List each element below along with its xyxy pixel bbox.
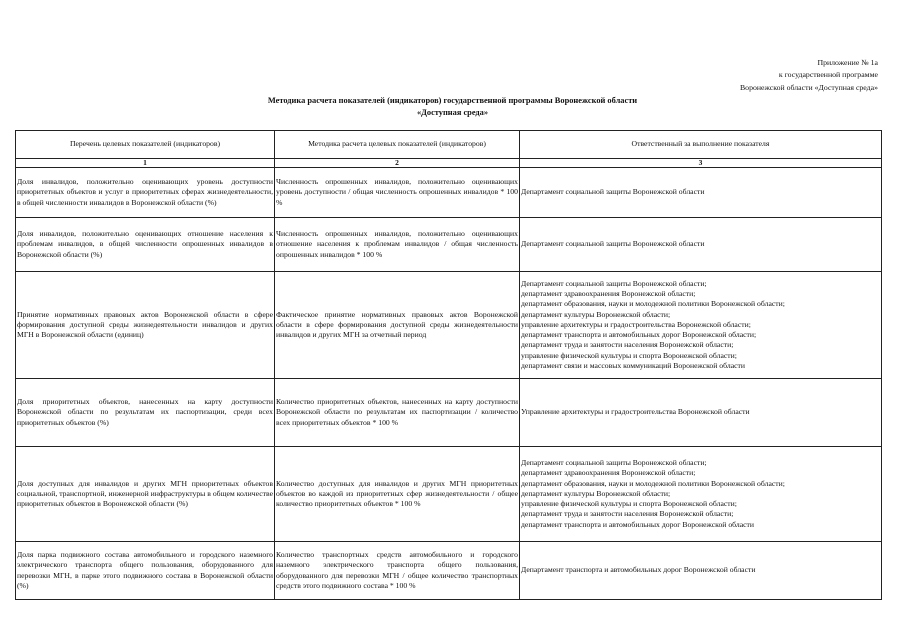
header-responsible: Ответственный за выполнение показателя (520, 131, 882, 159)
indicator-cell: Доля инвалидов, положительно оценивающих отношение населения к проблемам инвалидов, в общей численности опрошенных инвалидов в Воронежской области (%) (16, 218, 275, 272)
column-number: 2 (275, 159, 520, 168)
responsible-line: Департамент транспорта и автомобильных дорог Воронежской области (521, 565, 756, 575)
table-header-row (16, 131, 882, 159)
method-cell: Численность опрошенных инвалидов, положительно оценивающих отношение населения к проблемам инвалидов / общая численность опрошенных инвалидов * 100 % (275, 218, 520, 272)
indicator-cell: Принятие нормативных правовых актов Воронежской области в сфере формирования доступной среды жизнедеятельности инвалидов и других МГН в Воронежской области (единиц) (16, 272, 275, 379)
responsible-cell (520, 542, 882, 600)
responsible-cell (520, 379, 882, 447)
table-row (16, 168, 882, 218)
method-cell: Количество доступных для инвалидов и других МГН приоритетных объектов во каждой из приоритетных сфер жизнедеятельности / общее количество приоритетных объектов * 100 % (275, 447, 520, 542)
appendix-line-3: Воронежской области «Доступная среда» (739, 82, 878, 92)
table-row (16, 272, 882, 379)
responsible-cell (520, 272, 882, 379)
appendix-note (740, 57, 878, 94)
document-title (0, 95, 905, 118)
indicators-table (15, 130, 882, 600)
header-method: Методика расчета целевых показателей (индикаторов) (275, 131, 520, 159)
responsible-cell (520, 447, 882, 542)
column-number-row (16, 159, 882, 168)
method-cell: Фактическое принятие нормативных правовых актов Воронежской области в сфере формирования доступной среды жизнедеятельности инвалидов и других МГН за отчетный период (275, 272, 520, 379)
table-row (16, 542, 882, 600)
indicator-cell: Доля парка подвижного состава автомобильного и городского наземного электрического транспорта общего пользования, оборудованного для перевозки МГН, в парке этого подвижного состава в Воронежской области (%) (16, 542, 275, 600)
method-cell: Количество приоритетных объектов, нанесенных на карту доступности Воронежской области по результатам их паспортизации / количество всех приоритетных объектов * 100 % (275, 379, 520, 447)
responsible-line: департамент культуры Воронежской области; (521, 488, 671, 498)
method-cell: Численность опрошенных инвалидов, положительно оценивающих уровень доступности / общая численность опрошенных инвалидов * 100 % (275, 168, 520, 218)
column-number: 3 (520, 159, 882, 168)
responsible-line: управление архитектуры и градостроительства Воронежской области; (521, 319, 751, 329)
responsible-line: департамент здравоохранения Воронежской области; (521, 468, 696, 478)
responsible-line: департамент связи и массовых коммуникаций Воронежской области (521, 361, 745, 371)
responsible-cell (520, 168, 882, 218)
responsible-cell (520, 218, 882, 272)
responsible-line: департамент образования, науки и молодежной политики Воронежской области; (521, 478, 785, 488)
table-row (16, 218, 882, 272)
responsible-line: Департамент социальной защиты Воронежской области (521, 239, 705, 249)
table-row (16, 379, 882, 447)
column-number: 1 (16, 159, 275, 168)
indicator-cell: Доля приоритетных объектов, нанесенных на карту доступности Воронежской области по результатам их паспортизации, среди всех приоритетных объектов (%) (16, 379, 275, 447)
responsible-line: управление физической культуры и спорта Воронежской области; (521, 350, 737, 360)
indicator-cell: Доля инвалидов, положительно оценивающих уровень доступности приоритетных объектов и услуг в приоритетных сферах жизнедеятельности, в общей численности инвалидов в Воронежской области (%) (16, 168, 275, 218)
responsible-line: департамент здравоохранения Воронежской области; (521, 288, 696, 298)
indicator-cell: Доля доступных для инвалидов и других МГН приоритетных объектов социальной, транспортной, инженерной инфраструктуры в общем количестве приоритетных объектов в Воронежской области (%) (16, 447, 275, 542)
responsible-line: департамент транспорта и автомобильных дорог Воронежской области; (521, 330, 757, 340)
appendix-line-1: Приложение № 1а (817, 58, 878, 67)
header-indicators: Перечень целевых показателей (индикаторов) (16, 131, 275, 159)
responsible-line: Департамент социальной защиты Воронежской области (521, 187, 705, 197)
responsible-line: управление физической культуры и спорта Воронежской области; (521, 499, 737, 509)
title-line-1: Методика расчета показателей (индикаторов) государственной программы Воронежской области (267, 96, 638, 105)
responsible-line: департамент труда и занятости населения Воронежской области; (521, 509, 734, 519)
responsible-line: департамент образования, науки и молодежной политики Воронежской области; (521, 299, 785, 309)
responsible-line: Управление архитектуры и градостроительства Воронежской области (521, 407, 750, 417)
title-line-2: «Доступная среда» (416, 107, 489, 117)
responsible-line: департамент труда и занятости населения Воронежской области; (521, 340, 734, 350)
responsible-line: департамент транспорта и автомобильных дорог Воронежской области (521, 519, 755, 529)
responsible-line: Департамент социальной защиты Воронежской области; (521, 457, 707, 467)
responsible-line: Департамент социальной защиты Воронежской области; (521, 278, 707, 288)
table-row (16, 447, 882, 542)
appendix-line-2: к государственной программе (778, 70, 878, 80)
method-cell: Количество транспортных средств автомобильного и городского наземного электрического транспорта общего пользования, оборудованного для перевозки МГН / общее количество транспортных средств этого подвижного состава * 100 % (275, 542, 520, 600)
responsible-line: департамент культуры Воронежской области; (521, 309, 671, 319)
